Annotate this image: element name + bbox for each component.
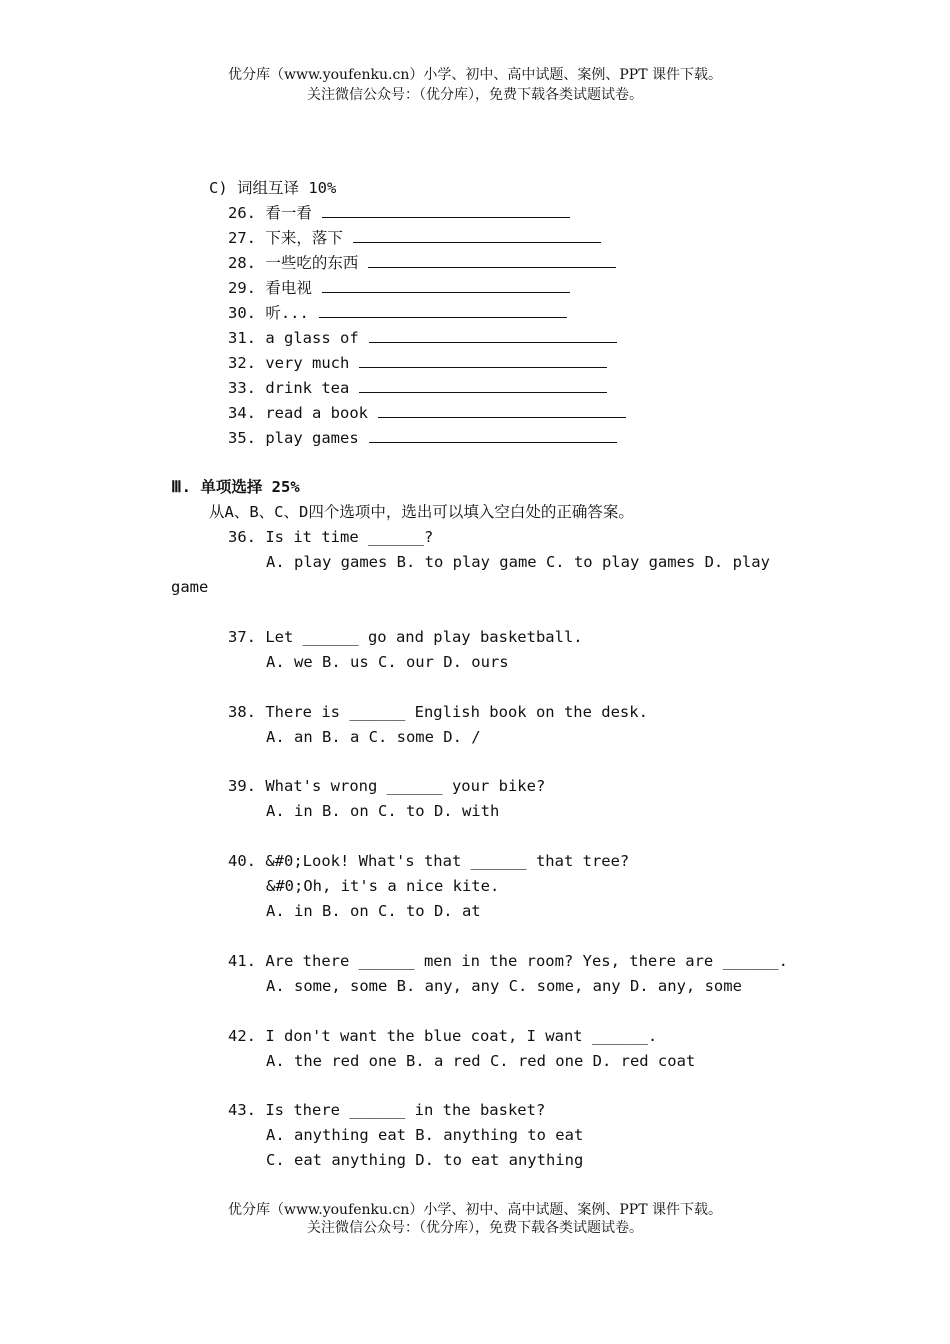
- list-item: [228, 203, 570, 223]
- answer-blank[interactable]: [353, 228, 601, 243]
- list-item: [228, 428, 617, 448]
- question-options: A. we B. us C. our D. ours: [266, 653, 509, 671]
- answer-blank[interactable]: [359, 378, 607, 393]
- question-dialogue-line: &#0;Oh, it's a nice kite.: [266, 877, 500, 895]
- header-line-2: 关注微信公众号：（优分库），免费下载各类试题试卷。: [307, 87, 643, 103]
- question-options: A. anything eat B. anything to eat: [266, 1126, 584, 1144]
- item-number: 27.: [228, 229, 256, 247]
- question-options: A. in B. on C. to D. at: [266, 902, 481, 920]
- item-number: 34.: [228, 404, 256, 422]
- item-text: 下来，落下: [265, 229, 343, 247]
- item-text: very much: [265, 354, 350, 372]
- question-options-wrap: game: [171, 578, 209, 596]
- item-text: a glass of: [265, 329, 359, 347]
- question-options: A. play games B. to play game C. to play games D. play: [266, 553, 770, 571]
- item-number: 29.: [228, 279, 256, 297]
- answer-blank[interactable]: [319, 303, 567, 318]
- question-stem: 43. Is there ______ in the basket?: [228, 1101, 546, 1119]
- item-text: 一些吃的东西: [265, 254, 359, 272]
- section-3-instruction: 从A、B、C、D四个选项中，选出可以填入空白处的正确答案。: [209, 503, 634, 521]
- section-c-title: C) 词组互译 10%: [209, 179, 337, 197]
- question-options: A. some, some B. any, any C. some, any D. any, some: [266, 977, 742, 995]
- item-text: drink tea: [265, 379, 350, 397]
- item-number: 28.: [228, 254, 256, 272]
- item-text: 看一看: [265, 204, 312, 222]
- list-item: [228, 253, 616, 273]
- list-item: [228, 353, 607, 373]
- item-text: play games: [265, 429, 359, 447]
- header-line-1: 优分库（www.youfenku.cn）小学、初中、高中试题、案例、PPT 课件下载。: [227, 67, 722, 83]
- answer-blank[interactable]: [322, 278, 570, 293]
- question-stem: 36. Is it time ______?: [228, 528, 434, 546]
- item-text: 听...: [265, 304, 309, 322]
- question-stem: 41. Are there ______ men in the room? Yes, there are ______.: [228, 952, 788, 970]
- answer-blank[interactable]: [369, 428, 617, 443]
- item-number: 30.: [228, 304, 256, 322]
- question-stem: 38. There is ______ English book on the desk.: [228, 703, 648, 721]
- footer-line-1: 优分库（www.youfenku.cn）小学、初中、高中试题、案例、PPT 课件下载。: [227, 1202, 722, 1218]
- question-options: A. an B. a C. some D. /: [266, 728, 481, 746]
- list-item: [228, 278, 570, 298]
- question-stem: 39. What's wrong ______ your bike?: [228, 777, 546, 795]
- list-item: [228, 303, 567, 323]
- list-item: [228, 403, 626, 423]
- question-stem: 42. I don't want the blue coat, I want ______.: [228, 1027, 658, 1045]
- item-text: 看电视: [265, 279, 312, 297]
- list-item: [228, 378, 607, 398]
- answer-blank[interactable]: [369, 328, 617, 343]
- answer-blank[interactable]: [378, 403, 626, 418]
- question-stem: 37. Let ______ go and play basketball.: [228, 628, 583, 646]
- answer-blank[interactable]: [368, 253, 616, 268]
- question-options: A. in B. on C. to D. with: [266, 802, 500, 820]
- footer-line-2: 关注微信公众号：（优分库），免费下载各类试题试卷。: [307, 1220, 643, 1236]
- item-number: 26.: [228, 204, 256, 222]
- item-number: 31.: [228, 329, 256, 347]
- item-number: 32.: [228, 354, 256, 372]
- question-options: A. the red one B. a red C. red one D. red coat: [266, 1052, 696, 1070]
- question-stem: 40. &#0;Look! What's that ______ that tree?: [228, 852, 630, 870]
- list-item: [228, 228, 601, 248]
- question-options: C. eat anything D. to eat anything: [266, 1151, 584, 1169]
- item-number: 33.: [228, 379, 256, 397]
- answer-blank[interactable]: [359, 353, 607, 368]
- section-3-title: Ⅲ. 单项选择 25%: [171, 478, 300, 496]
- list-item: [228, 328, 617, 348]
- item-number: 35.: [228, 429, 256, 447]
- item-text: read a book: [265, 404, 368, 422]
- answer-blank[interactable]: [322, 203, 570, 218]
